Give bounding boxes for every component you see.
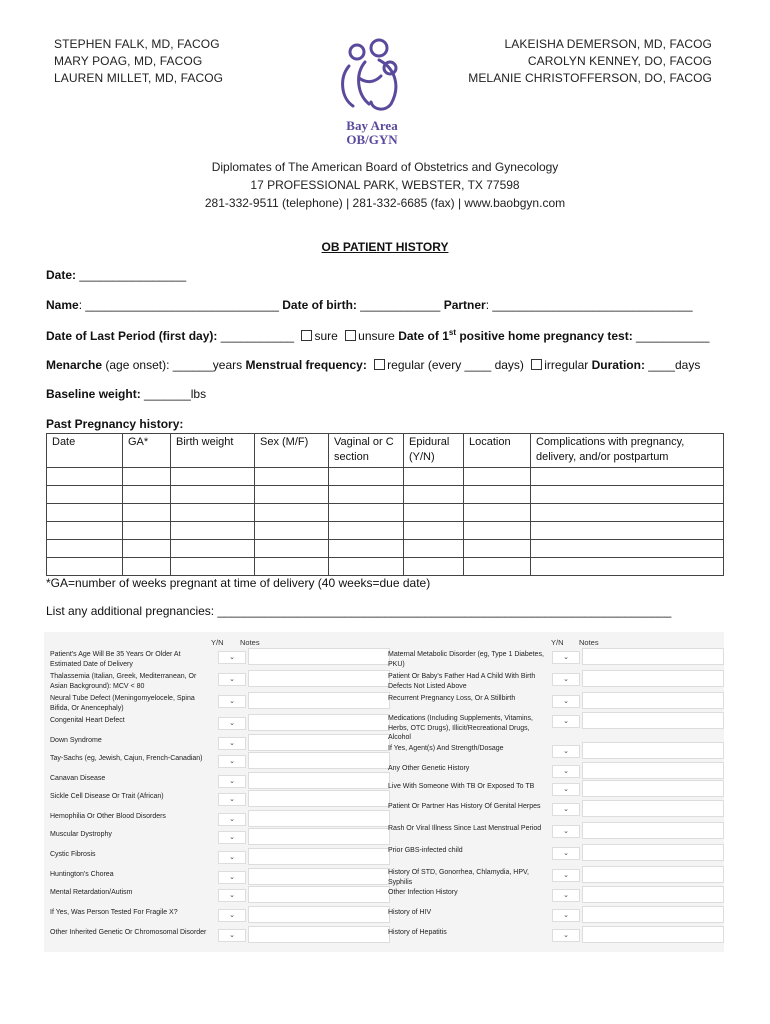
screening-question: Other Inherited Genetic Or Chromosomal Disorder — [50, 929, 207, 936]
contact-line: 281-332-9511 (telephone) | 281-332-6685 (fax) | www.baobgyn.com — [204, 196, 566, 210]
name-line — [46, 298, 693, 312]
screening-question: Recurrent Pregnancy Loss, Or A Stillbirth — [388, 695, 516, 702]
yn-select[interactable]: ⌄ — [552, 869, 580, 882]
yn-select[interactable]: ⌄ — [218, 851, 246, 864]
irregular-checkbox[interactable] — [531, 359, 542, 370]
screening-question: Hemophilia Or Other Blood Disorders — [50, 813, 166, 820]
notes-input[interactable] — [248, 772, 390, 789]
notes-input[interactable] — [248, 926, 390, 943]
logo-line2: OB/GYN — [346, 132, 398, 147]
yn-select[interactable]: ⌄ — [552, 889, 580, 902]
notes-input[interactable] — [248, 828, 390, 845]
screening-question: Rash Or Viral Illness Since Last Menstrual Period — [388, 825, 542, 832]
screening-question: History Of STD, Gonorrhea, Chlamydia, HPV, Syphilis — [388, 869, 529, 886]
yn-select[interactable]: ⌄ — [218, 909, 246, 922]
family-logo-icon — [335, 38, 409, 114]
date-label: Date: — [46, 268, 77, 282]
doctor-name: MARY POAG, MD, FACOG — [54, 54, 203, 68]
menarche-label: Menarche — [46, 358, 103, 372]
dob-label: Date of birth: — [282, 298, 357, 312]
yn-header-left: Y/N — [211, 638, 224, 647]
notes-input[interactable] — [582, 800, 724, 817]
notes-input[interactable] — [582, 866, 724, 883]
yn-select[interactable]: ⌄ — [552, 783, 580, 796]
page-title: OB PATIENT HISTORY — [321, 240, 449, 254]
doctor-name: LAKEISHA DEMERSON, MD, FACOG — [504, 37, 712, 51]
yn-select[interactable]: ⌄ — [218, 755, 246, 768]
table-header-row — [47, 434, 724, 468]
notes-input[interactable] — [582, 886, 724, 903]
yn-select[interactable]: ⌄ — [218, 889, 246, 902]
col-location: Location — [464, 434, 531, 468]
col-birth-weight: Birth weight — [171, 434, 255, 468]
yn-select[interactable]: ⌄ — [552, 847, 580, 860]
screening-question: History of Hepatitis — [388, 929, 447, 936]
notes-input[interactable] — [248, 906, 390, 923]
yn-select[interactable]: ⌄ — [552, 745, 580, 758]
screening-question: Other Infection History — [388, 889, 458, 896]
yn-select[interactable]: ⌄ — [218, 793, 246, 806]
menarche-field[interactable]: (age onset): ______years — [102, 358, 246, 372]
doctor-name: STEPHEN FALK, MD, FACOG — [54, 37, 220, 51]
ga-footnote: *GA=number of weeks pregnant at time of delivery (40 weeks=due date) — [46, 576, 431, 590]
screening-question: Patient Or Partner Has History Of Genital Herpes — [388, 803, 541, 810]
yn-select[interactable]: ⌄ — [552, 695, 580, 708]
yn-select[interactable]: ⌄ — [218, 929, 246, 942]
table-row[interactable] — [47, 504, 724, 522]
preg-test-label: Date of 1st positive home pregnancy test: — [398, 328, 633, 343]
genetic-screening-panel — [44, 632, 724, 952]
notes-input[interactable] — [248, 790, 390, 807]
name-blank[interactable]: : _____________________________ — [78, 298, 279, 312]
notes-input[interactable] — [582, 670, 724, 687]
date-blank[interactable]: ________________ — [76, 268, 187, 282]
regular-checkbox[interactable] — [374, 359, 385, 370]
screening-question: History of HIV — [388, 909, 432, 916]
yn-select[interactable]: ⌄ — [552, 825, 580, 838]
weight-line — [46, 387, 206, 401]
yn-select[interactable]: ⌄ — [552, 765, 580, 778]
screening-question: Down Syndrome — [50, 737, 102, 744]
screening-question: Canavan Disease — [50, 775, 106, 782]
notes-header-left: Notes — [240, 638, 260, 647]
screening-question: Maternal Metabolic Disorder (eg, Type 1 Diabetes, PKU) — [388, 651, 544, 668]
duration-label: Duration: — [591, 358, 645, 372]
screening-question: Patient's Age Will Be 35 Years Or Older At Estimated Date of Delivery — [50, 651, 181, 668]
yn-select[interactable]: ⌄ — [552, 929, 580, 942]
yn-select[interactable]: ⌄ — [552, 673, 580, 686]
menstrual-label: Menstrual frequency: — [245, 358, 367, 372]
name-label: Name — [46, 298, 79, 312]
screening-question: Neural Tube Defect (Meningomyelocele, Spina Bifida, Or Anencephaly) — [50, 695, 195, 712]
doctor-name: CAROLYN KENNEY, DO, FACOG — [527, 54, 712, 68]
screening-question: Mental Retardation/Autism — [50, 889, 133, 896]
yn-select[interactable]: ⌄ — [218, 737, 246, 750]
regular-label: regular (every ____ days) — [387, 358, 524, 372]
col-delivery: Vaginal or C section — [329, 434, 404, 468]
left-doctor-list — [54, 36, 223, 87]
doctor-name: MELANIE CHRISTOFFERSON, DO, FACOG — [468, 71, 712, 85]
notes-input[interactable] — [248, 692, 390, 709]
past-pregnancy-label: Past Pregnancy history: — [46, 417, 184, 431]
notes-input[interactable] — [582, 762, 724, 779]
notes-input[interactable] — [248, 868, 390, 885]
clinic-info — [0, 158, 770, 212]
screening-question: Live With Someone With TB Or Exposed To TB — [388, 783, 535, 790]
lmp-label: Date of Last Period (first day): — [46, 329, 218, 343]
screening-question: Medications (Including Supplements, Vitamins, Herbs, OTC Drugs), Illicit/Recreational Drugs, Alcohol — [388, 715, 534, 741]
yn-select[interactable]: ⌄ — [218, 717, 246, 730]
notes-input[interactable] — [582, 822, 724, 839]
address-line: 17 PROFESSIONAL PARK, WEBSTER, TX 77598 — [250, 178, 520, 192]
partner-blank[interactable]: : ______________________________ — [485, 298, 693, 312]
notes-header-right: Notes — [579, 638, 599, 647]
doctor-name: LAUREN MILLET, MD, FACOG — [54, 71, 224, 85]
notes-input[interactable] — [248, 734, 390, 751]
screening-question: Huntington's Chorea — [50, 871, 114, 878]
yn-select[interactable]: ⌄ — [552, 651, 580, 664]
preg-test-blank[interactable]: ___________ — [632, 329, 710, 343]
col-date: Date — [47, 434, 123, 468]
unsure-label: unsure — [358, 329, 395, 343]
yn-select[interactable]: ⌄ — [552, 715, 580, 728]
right-doctor-list — [468, 36, 712, 87]
screening-question: If Yes, Was Person Tested For Fragile X? — [50, 909, 178, 916]
notes-input[interactable] — [582, 648, 724, 665]
yn-select[interactable]: ⌄ — [218, 695, 246, 708]
screening-question: Patient Or Baby's Father Had A Child With Birth Defects Not Listed Above — [388, 673, 536, 690]
notes-input[interactable] — [582, 692, 724, 709]
partner-label: Partner — [443, 298, 486, 312]
logo-line1: Bay Area — [346, 118, 398, 133]
notes-input[interactable] — [582, 926, 724, 943]
notes-input[interactable] — [248, 848, 390, 865]
yn-select[interactable]: ⌄ — [218, 813, 246, 826]
irregular-label: irregular — [544, 358, 592, 372]
yn-select[interactable]: ⌄ — [552, 909, 580, 922]
menstrual-line — [46, 358, 700, 372]
yn-header-right: Y/N — [551, 638, 564, 647]
sure-label: sure — [314, 329, 338, 343]
table-row[interactable] — [47, 558, 724, 576]
notes-input[interactable] — [248, 714, 390, 731]
lmp-line — [46, 328, 709, 343]
screening-question: Any Other Genetic History — [388, 765, 470, 772]
col-complications: Complications with pregnancy, delivery, and/or postpartum — [531, 434, 724, 468]
notes-input[interactable] — [582, 906, 724, 923]
col-sex: Sex (M/F) — [255, 434, 329, 468]
pregnancy-history-table — [46, 433, 724, 576]
diplomates-line: Diplomates of The American Board of Obstetrics and Gynecology — [211, 160, 559, 174]
notes-input[interactable] — [248, 670, 390, 687]
notes-input[interactable] — [248, 752, 390, 769]
screening-question: Muscular Dystrophy — [50, 831, 112, 838]
clinic-logo — [332, 38, 412, 147]
notes-input[interactable] — [248, 810, 390, 827]
table-row[interactable] — [47, 468, 724, 486]
table-row[interactable] — [47, 522, 724, 540]
sure-checkbox[interactable] — [301, 330, 312, 341]
screening-question: Congenital Heart Defect — [50, 717, 125, 724]
lmp-blank[interactable]: ___________ — [217, 329, 295, 343]
col-ga: GA* — [123, 434, 171, 468]
yn-select[interactable]: ⌄ — [218, 673, 246, 686]
screening-question: Prior GBS-infected child — [388, 847, 463, 854]
notes-input[interactable] — [582, 780, 724, 797]
table-row[interactable] — [47, 486, 724, 504]
notes-input[interactable] — [582, 844, 724, 861]
screening-question: Cystic Fibrosis — [50, 851, 96, 858]
notes-input[interactable] — [582, 742, 724, 759]
notes-input[interactable] — [248, 886, 390, 903]
weight-label: Baseline weight: — [46, 387, 141, 401]
screening-question: Sickle Cell Disease Or Trait (African) — [50, 793, 164, 800]
screening-question: If Yes, Agent(s) And Strength/Dosage — [388, 745, 504, 752]
yn-select[interactable]: ⌄ — [552, 803, 580, 816]
table-row[interactable] — [47, 540, 724, 558]
additional-pregnancies-line[interactable]: List any additional pregnancies: ____________________________________________________________________ — [46, 604, 672, 618]
duration-field[interactable]: ____days — [644, 358, 701, 372]
screening-question: Tay-Sachs (eg, Jewish, Cajun, French-Canadian) — [50, 755, 203, 762]
notes-input[interactable] — [248, 648, 390, 665]
dob-blank[interactable]: ____________ — [356, 298, 441, 312]
yn-select[interactable]: ⌄ — [218, 651, 246, 664]
yn-select[interactable]: ⌄ — [218, 871, 246, 884]
yn-select[interactable]: ⌄ — [218, 831, 246, 844]
weight-field[interactable]: _______lbs — [140, 387, 207, 401]
unsure-checkbox[interactable] — [345, 330, 356, 341]
col-epidural: Epidural (Y/N) — [404, 434, 464, 468]
date-line[interactable] — [46, 268, 186, 282]
notes-input[interactable] — [582, 712, 724, 729]
screening-question: Thalassemia (Italian, Greek, Mediterranean, Or Asian Background): MCV < 80 — [50, 673, 197, 690]
yn-select[interactable]: ⌄ — [218, 775, 246, 788]
